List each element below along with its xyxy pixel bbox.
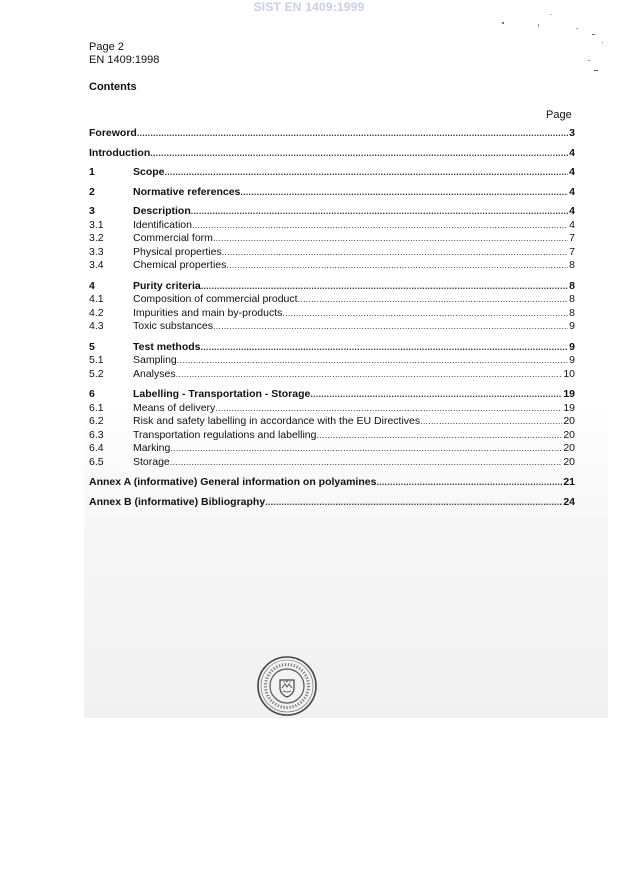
- toc-entry-page: 20: [563, 428, 575, 441]
- toc-entry-number: 6.3: [89, 428, 104, 441]
- toc-dot-leader: [176, 368, 563, 382]
- toc-entry[interactable]: [89, 293, 575, 307]
- toc-entry-page: 7: [569, 232, 575, 244]
- toc-entry-title: Transportation regulations and labelling: [133, 428, 317, 441]
- toc-entry-page: 4: [569, 146, 575, 159]
- toc-dot-leader: [201, 280, 568, 294]
- toc-entry-page: 4: [569, 218, 575, 231]
- toc-entry-title: Toxic substances: [133, 320, 213, 332]
- toc-entry-number: 6.4: [89, 442, 104, 454]
- toc-entry[interactable]: [89, 166, 575, 180]
- toc-entry[interactable]: [89, 280, 575, 294]
- toc-entry-page: 20: [563, 455, 575, 468]
- toc-dot-leader: [265, 496, 562, 510]
- toc-entry-title: Normative references: [133, 185, 241, 198]
- page-header: [89, 41, 159, 67]
- toc-entry-page: 7: [569, 245, 575, 258]
- toc-entry-number: 6: [89, 388, 95, 400]
- toc-entry[interactable]: [89, 246, 575, 260]
- toc-entry-number: 1: [89, 166, 95, 178]
- toc-dot-leader: [298, 293, 569, 307]
- toc-entry-title: Scope: [133, 166, 165, 178]
- toc-entry[interactable]: [89, 205, 575, 219]
- page-column-header: Page: [546, 109, 572, 121]
- toc-entry-number: 5.1: [89, 354, 104, 366]
- toc-entry-page: 24: [563, 495, 575, 508]
- toc-entry-title: Means of delivery: [133, 401, 216, 414]
- toc-dot-leader: [222, 246, 568, 260]
- toc-dot-leader: [310, 388, 562, 402]
- toc-entry-title: Marking: [133, 442, 171, 454]
- toc-dot-leader: [213, 232, 568, 246]
- toc-entry[interactable]: [89, 186, 575, 200]
- toc-entry-title: Foreword: [89, 127, 137, 139]
- toc-entry-title: Analyses: [133, 367, 176, 380]
- toc-entry[interactable]: [89, 429, 575, 443]
- toc-dot-leader: [137, 127, 568, 141]
- toc-dot-leader: [191, 205, 568, 219]
- toc-entry-page: 10: [563, 367, 575, 380]
- toc-entry-title: Physical properties: [133, 245, 222, 258]
- toc-entry-page: 3: [569, 127, 575, 139]
- toc-entry-page: 19: [563, 388, 575, 400]
- toc-entry-page: 21: [563, 476, 575, 488]
- official-seal-stamp: [256, 655, 318, 717]
- toc-dot-leader: [420, 415, 562, 429]
- page-number: Page 2: [89, 41, 124, 53]
- toc-dot-leader: [170, 456, 563, 470]
- toc-entry-title: Chemical properties: [133, 259, 227, 271]
- toc-entry-page: 8: [569, 279, 575, 292]
- toc-entry-title: Annex B (informative) Bibliography: [89, 495, 266, 508]
- toc-dot-leader: [170, 442, 562, 456]
- toc-entry[interactable]: [89, 456, 575, 470]
- toc-entry[interactable]: [89, 415, 575, 429]
- toc-dot-leader: [215, 402, 562, 416]
- toc-entry[interactable]: [89, 388, 575, 402]
- toc-entry-title: Introduction: [89, 146, 151, 159]
- toc-dot-leader: [200, 341, 568, 355]
- toc-entry-title: Purity criteria: [133, 279, 201, 292]
- toc-entry[interactable]: [89, 476, 575, 490]
- toc-entry-page: 20: [563, 415, 575, 427]
- toc-dot-leader: [165, 166, 569, 180]
- toc-entry-title: Commercial form: [133, 232, 213, 244]
- toc-dot-leader: [192, 219, 568, 233]
- toc-entry-title: Description: [133, 205, 191, 217]
- toc-entry-number: 3.3: [89, 245, 104, 258]
- toc-entry-page: 9: [569, 354, 575, 366]
- toc-entry-number: 6.2: [89, 415, 104, 427]
- toc-entry-number: 6.1: [89, 401, 104, 414]
- toc-entry[interactable]: [89, 402, 575, 416]
- toc-entry-title: Test methods: [133, 340, 201, 353]
- toc-dot-leader: [316, 429, 562, 443]
- toc-entry[interactable]: [89, 127, 575, 141]
- toc-entry[interactable]: [89, 259, 575, 273]
- toc-entry[interactable]: [89, 219, 575, 233]
- toc-entry[interactable]: [89, 354, 575, 368]
- toc-entry-page: 4: [569, 205, 575, 217]
- toc-entry-number: 4: [89, 279, 95, 292]
- toc-entry[interactable]: [89, 320, 575, 334]
- toc-entry-title: Sampling: [133, 354, 177, 366]
- toc-entry-title: Identification: [133, 218, 192, 231]
- toc-entry[interactable]: [89, 341, 575, 355]
- toc-entry-title: Composition of commercial product: [133, 293, 298, 305]
- toc-entry-page: 8: [569, 306, 575, 319]
- watermark-text: SIST EN 1409:1999: [253, 0, 365, 14]
- toc-entry-title: Risk and safety labelling in accordance with the EU Directives: [133, 415, 421, 427]
- toc-entry[interactable]: [89, 496, 575, 510]
- toc-entry-number: 5: [89, 340, 95, 353]
- toc-entry-number: 3.2: [89, 232, 104, 244]
- toc-entry-number: 3: [89, 205, 95, 217]
- toc-entry-number: 5.2: [89, 367, 104, 380]
- toc-dot-leader: [150, 147, 568, 161]
- toc-entry-title: Storage: [133, 455, 170, 468]
- toc-entry-title: Annex A (informative) General information on polyamines: [89, 476, 377, 488]
- toc-entry-number: 4.2: [89, 306, 104, 319]
- toc-entry[interactable]: [89, 147, 575, 161]
- toc-entry-number: 3.4: [89, 259, 104, 271]
- toc-entry-number: 2: [89, 185, 95, 198]
- toc-entry-number: 6.5: [89, 455, 104, 468]
- toc-dot-leader: [240, 186, 568, 200]
- toc-entry-number: 4.3: [89, 320, 104, 332]
- toc-dot-leader: [376, 476, 562, 490]
- toc-entry-number: 4.1: [89, 293, 104, 305]
- toc-dot-leader: [177, 354, 568, 368]
- table-of-contents: [89, 127, 575, 509]
- contents-heading: Contents: [89, 81, 137, 93]
- toc-entry-page: 8: [569, 259, 575, 271]
- toc-entry-title: Impurities and main by-products: [133, 306, 283, 319]
- toc-entry-title: Labelling - Transportation - Storage: [133, 388, 311, 400]
- toc-entry[interactable]: [89, 232, 575, 246]
- toc-entry-page: 4: [569, 166, 575, 178]
- toc-entry[interactable]: [89, 442, 575, 456]
- toc-dot-leader: [226, 259, 568, 273]
- toc-entry[interactable]: [89, 307, 575, 321]
- toc-entry-page: 9: [569, 340, 575, 353]
- toc-entry-page: 20: [563, 442, 575, 454]
- toc-entry-number: 3.1: [89, 218, 104, 231]
- toc-entry[interactable]: [89, 368, 575, 382]
- toc-entry-page: 8: [569, 293, 575, 305]
- toc-dot-leader: [282, 307, 568, 321]
- scan-specks: [502, 12, 612, 82]
- toc-entry-page: 9: [569, 320, 575, 332]
- document-id: EN 1409:1998: [89, 54, 160, 66]
- toc-entry-page: 4: [569, 185, 575, 198]
- toc-entry-page: 19: [563, 401, 575, 414]
- toc-dot-leader: [213, 320, 568, 334]
